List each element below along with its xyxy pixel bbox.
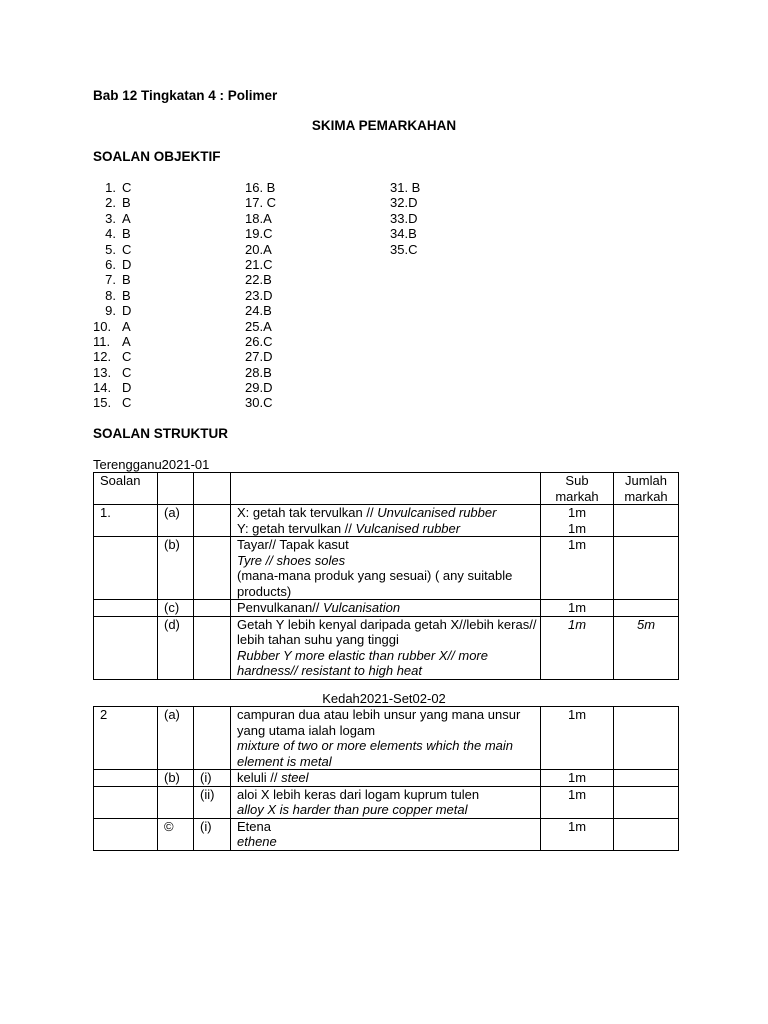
answer-item bbox=[93, 195, 131, 210]
answer-item bbox=[93, 319, 131, 334]
answer-number: 7. bbox=[105, 272, 116, 288]
answer-number: 3. bbox=[105, 210, 116, 226]
answer-number: 5. bbox=[105, 241, 116, 257]
answer-item: 17. C bbox=[245, 195, 277, 211]
scheme-title: SKIMA PEMARKAHAN bbox=[311, 118, 457, 133]
answer-item bbox=[93, 257, 131, 272]
answer-number: 6. bbox=[105, 256, 116, 272]
table2-caption: Kedah2021-Set02-02 bbox=[322, 691, 446, 706]
answer-cell: X: getah tak tervulkan // Unvulcanised rubber Y: getah tervulkan // Vulcanised rubber bbox=[231, 505, 541, 537]
answer-column-3 bbox=[390, 180, 420, 257]
answer-letter: B bbox=[122, 287, 131, 303]
sub-mark: 1m bbox=[541, 818, 614, 850]
answer-item: 24.B bbox=[245, 303, 272, 319]
answer-letter: D bbox=[122, 380, 132, 396]
sub-mark: 1m bbox=[541, 600, 614, 617]
part-label: (a) bbox=[158, 707, 194, 770]
answer-number: 14. bbox=[93, 380, 112, 396]
answer-number: 13. bbox=[93, 364, 112, 380]
marking-table-2 bbox=[93, 706, 679, 851]
answer-item bbox=[93, 380, 131, 395]
answer-item bbox=[93, 395, 131, 410]
answer-number: 1. bbox=[105, 180, 116, 195]
answer-item: 35.C bbox=[390, 241, 418, 257]
answer-column-1 bbox=[93, 180, 131, 411]
answer-item: 19.C bbox=[245, 226, 273, 242]
answer-item: 33.D bbox=[390, 210, 418, 226]
answer-letter: B bbox=[122, 195, 131, 211]
answer-item: 25.A bbox=[245, 318, 272, 334]
part-label: (b) bbox=[158, 770, 194, 787]
sub-mark: 1m bbox=[541, 616, 614, 679]
table1-caption: Terengganu2021-01 bbox=[93, 457, 210, 472]
sub-mark: 1m bbox=[541, 707, 614, 770]
answer-letter: A bbox=[122, 333, 131, 349]
sub-mark: 1m bbox=[541, 537, 614, 600]
answer-letter: D bbox=[122, 256, 132, 272]
subpart-label: (ii) bbox=[194, 786, 231, 818]
objective-heading: SOALAN OBJEKTIF bbox=[93, 149, 221, 164]
answer-cell: campuran dua atau lebih unsur yang mana unsur yang utama ialah logam mixture of two or more elements which the main element is metal bbox=[231, 707, 541, 770]
header-sub-markah: Sub markah bbox=[541, 473, 614, 505]
structure-heading: SOALAN STRUKTUR bbox=[93, 426, 228, 441]
header-soalan: Soalan bbox=[94, 473, 158, 505]
answer-item: 26.C bbox=[245, 333, 273, 349]
answer-item: 30.C bbox=[245, 395, 273, 411]
answer-letter: B bbox=[122, 272, 131, 288]
answer-item bbox=[93, 349, 131, 364]
answer-number: 8. bbox=[105, 287, 116, 303]
answer-item bbox=[93, 180, 131, 195]
table-row bbox=[94, 786, 679, 818]
table-row bbox=[94, 537, 679, 600]
answer-cell: Tayar// Tapak kasut Tyre // shoes soles (mana-mana produk yang sesuai) ( any suitable products) bbox=[231, 537, 541, 600]
answer-item: 29.D bbox=[245, 380, 273, 396]
answer-item bbox=[93, 365, 131, 380]
question-number: 1. bbox=[94, 505, 158, 537]
answer-letter: A bbox=[122, 210, 131, 226]
table-row bbox=[94, 707, 679, 770]
answer-item: 21.C bbox=[245, 256, 273, 272]
table-row bbox=[94, 616, 679, 679]
answer-item: 20.A bbox=[245, 241, 272, 257]
sub-mark: 1m 1m bbox=[541, 505, 614, 537]
answer-letter: B bbox=[122, 226, 131, 242]
answer-item: 22.B bbox=[245, 272, 272, 288]
sub-mark: 1m bbox=[541, 770, 614, 787]
answer-letter: C bbox=[122, 364, 132, 380]
part-label: (b) bbox=[158, 537, 194, 600]
answer-cell: Penvulkanan// Vulcanisation bbox=[231, 600, 541, 617]
document-title: Bab 12 Tingkatan 4 : Polimer bbox=[93, 88, 278, 103]
answer-letter: C bbox=[122, 349, 132, 365]
answer-item: 31. B bbox=[390, 180, 421, 195]
answer-cell: Getah Y lebih kenyal daripada getah X//lebih keras// lebih tahan suhu yang tinggi Rubber Y more elastic than rubber X// more hardness// resistant to high heat bbox=[231, 616, 541, 679]
header-jumlah-markah: Jumlah markah bbox=[614, 473, 679, 505]
answer-cell: aloi X lebih keras dari logam kuprum tulen alloy X is harder than pure copper metal bbox=[231, 786, 541, 818]
part-label: (a) bbox=[158, 505, 194, 537]
answer-letter: C bbox=[122, 395, 132, 411]
table-row bbox=[94, 770, 679, 787]
marking-table-1 bbox=[93, 472, 679, 680]
answer-number: 2. bbox=[105, 195, 116, 211]
answer-number: 4. bbox=[105, 226, 116, 242]
answer-item: 28.B bbox=[245, 364, 272, 380]
total-mark: 5m bbox=[614, 616, 679, 679]
answer-item bbox=[93, 288, 131, 303]
answer-item bbox=[93, 334, 131, 349]
answer-item: 16. B bbox=[245, 180, 276, 195]
answer-number: 10. bbox=[93, 318, 112, 334]
answer-item bbox=[93, 272, 131, 287]
subpart-label: (i) bbox=[194, 818, 231, 850]
part-label: © bbox=[158, 818, 194, 850]
answer-cell: Etena ethene bbox=[231, 818, 541, 850]
answer-number: 12. bbox=[93, 349, 112, 365]
answer-column-2 bbox=[245, 180, 276, 411]
answer-number: 11. bbox=[93, 333, 111, 349]
answer-number: 15. bbox=[93, 395, 112, 411]
answer-letter: C bbox=[122, 241, 132, 257]
answer-item: 18.A bbox=[245, 210, 272, 226]
table-row bbox=[94, 600, 679, 617]
table-header-row bbox=[94, 473, 679, 505]
answer-item: 23.D bbox=[245, 287, 273, 303]
sub-mark: 1m bbox=[541, 786, 614, 818]
answer-item bbox=[93, 211, 131, 226]
answer-letter: A bbox=[122, 318, 131, 334]
answer-letter: C bbox=[122, 180, 132, 195]
answer-cell: keluli // steel bbox=[231, 770, 541, 787]
part-label: (d) bbox=[158, 616, 194, 679]
answer-item bbox=[93, 242, 131, 257]
subpart-label: (i) bbox=[194, 770, 231, 787]
answer-item: 32.D bbox=[390, 195, 418, 211]
answer-item: 27.D bbox=[245, 349, 273, 365]
answer-letter: D bbox=[122, 303, 132, 319]
answer-item: 34.B bbox=[390, 226, 417, 242]
question-number: 2 bbox=[94, 707, 158, 770]
part-label: (c) bbox=[158, 600, 194, 617]
answer-item bbox=[93, 226, 131, 241]
table-row bbox=[94, 505, 679, 537]
table-row bbox=[94, 818, 679, 850]
answer-item bbox=[93, 303, 131, 318]
answer-number: 9. bbox=[105, 303, 116, 319]
